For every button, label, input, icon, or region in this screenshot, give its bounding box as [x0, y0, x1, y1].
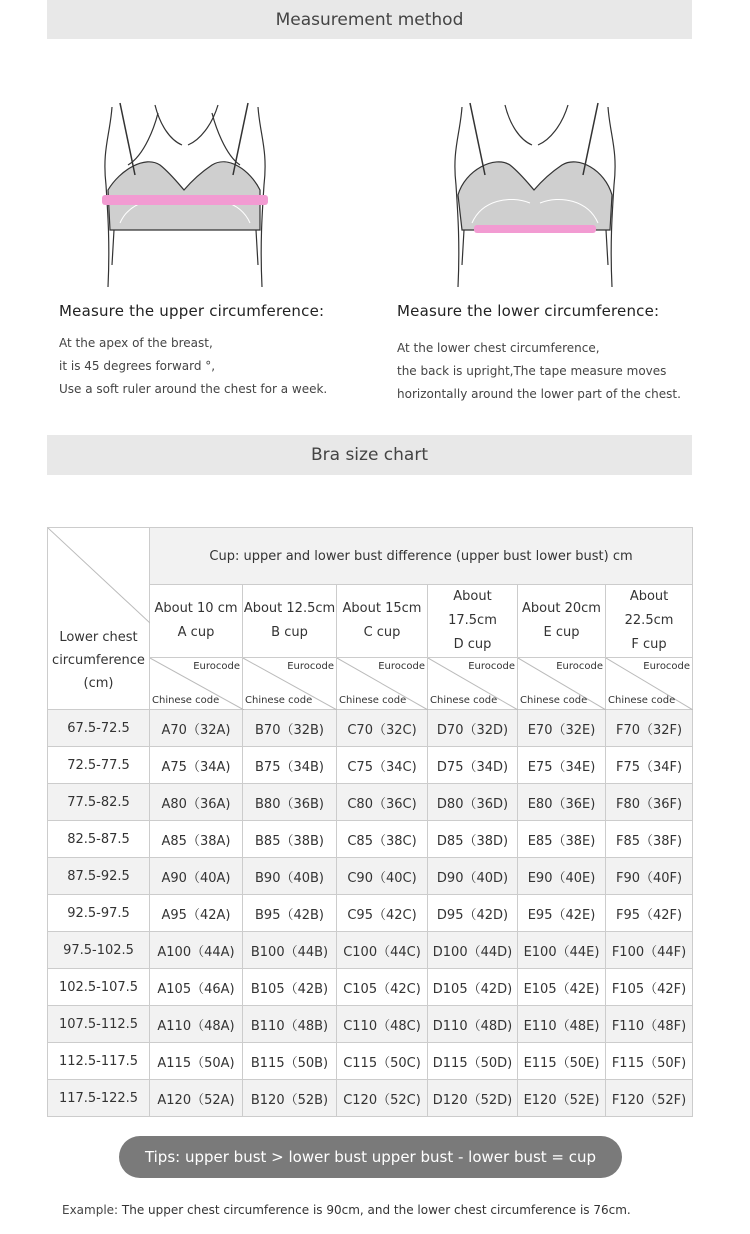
- lower-measure-desc: [397, 337, 681, 406]
- eurocode-label: Eurocode: [378, 661, 425, 672]
- example-note: [62, 1203, 631, 1217]
- cup-name-cell: [606, 585, 693, 658]
- size-cell: B75（34B): [243, 747, 337, 784]
- size-cell: B70（32B): [243, 710, 337, 747]
- upper-measure-line: it is 45 degrees forward °,: [59, 359, 216, 373]
- code-cell: [428, 658, 518, 710]
- size-cell: C90（40C): [337, 858, 428, 895]
- corner-line: (cm): [83, 676, 114, 691]
- size-cell: C115（50C): [337, 1043, 428, 1080]
- tape-measure-upper: [102, 195, 268, 205]
- size-cell: B80（36B): [243, 784, 337, 821]
- size-cell: A110（48A): [150, 1006, 243, 1043]
- bra-size-chart-banner: [47, 435, 692, 475]
- size-row: [48, 747, 693, 784]
- size-cell: D85（38D): [428, 821, 518, 858]
- cup-about: About 20cm: [522, 601, 601, 616]
- corner-line: Lower chest: [59, 630, 138, 645]
- lower-chest-cell: 92.5-97.5: [48, 895, 150, 932]
- size-cell: C80（36C): [337, 784, 428, 821]
- chinese-code-label: Chinese code: [430, 695, 498, 706]
- size-cell: C95（42C): [337, 895, 428, 932]
- size-cell: E85（38E): [518, 821, 606, 858]
- size-cell: E80（36E): [518, 784, 606, 821]
- size-cell: E90（40E): [518, 858, 606, 895]
- size-cell: E120（52E): [518, 1080, 606, 1117]
- cup-label: C cup: [363, 625, 401, 640]
- size-cell: F75（34F): [606, 747, 693, 784]
- size-cell: A115（50A): [150, 1043, 243, 1080]
- size-cell: A100（44A): [150, 932, 243, 969]
- size-cell: B115（50B): [243, 1043, 337, 1080]
- cup-name-cell: [150, 585, 243, 658]
- lower-chest-cell: 77.5-82.5: [48, 784, 150, 821]
- cup-about: About 15cm: [342, 601, 422, 616]
- size-row: [48, 821, 693, 858]
- size-cell: E115（50E): [518, 1043, 606, 1080]
- size-cell: E75（34E): [518, 747, 606, 784]
- size-cell: F115（50F): [606, 1043, 693, 1080]
- size-cell: F100（44F): [606, 932, 693, 969]
- upper-measure-line: Use a soft ruler around the chest for a week.: [59, 382, 328, 396]
- upper-measure-line: At the apex of the breast,: [59, 336, 213, 350]
- size-cell: E95（42E): [518, 895, 606, 932]
- size-row: [48, 1006, 693, 1043]
- size-cell: A85（38A): [150, 821, 243, 858]
- cup-about: About 10 cm: [154, 601, 238, 616]
- size-cell: F85（38F): [606, 821, 693, 858]
- size-cell: D120（52D): [428, 1080, 518, 1117]
- size-cell: C120（52C): [337, 1080, 428, 1117]
- eurocode-label: Eurocode: [643, 661, 691, 672]
- size-cell: C100（44C): [337, 932, 428, 969]
- corner-line: circumference: [52, 653, 145, 668]
- size-cell: A120（52A): [150, 1080, 243, 1117]
- example-text: The upper chest circumference is 90cm, and the lower chest circumference is 76cm.: [118, 1203, 631, 1217]
- chinese-code-label: Chinese code: [152, 695, 220, 706]
- lower-measure-line: horizontally around the lower part of the chest.: [397, 387, 681, 401]
- size-cell: F70（32F): [606, 710, 693, 747]
- size-cell: A70（32A): [150, 710, 243, 747]
- size-cell: F80（36F): [606, 784, 693, 821]
- tape-measure-lower: [474, 225, 596, 233]
- lower-chest-cell: 87.5-92.5: [48, 858, 150, 895]
- lower-chest-label: [48, 626, 149, 695]
- size-cell: C85（38C): [337, 821, 428, 858]
- size-cell: D75（34D): [428, 747, 518, 784]
- cup-name-cell: [243, 585, 337, 658]
- size-cell: B100（44B): [243, 932, 337, 969]
- size-cell: D105（42D): [428, 969, 518, 1006]
- size-row: [48, 710, 693, 747]
- chinese-code-label: Chinese code: [245, 695, 313, 706]
- upper-measure-desc: [59, 332, 327, 401]
- size-cell: B85（38B): [243, 821, 337, 858]
- size-row: [48, 1080, 693, 1117]
- size-cell: A80（36A): [150, 784, 243, 821]
- table-body: [48, 528, 693, 1117]
- size-cell: A105（46A): [150, 969, 243, 1006]
- bra-upper-illustration: [100, 95, 270, 290]
- cup-header-cell: Cup: upper and lower bust difference (upper bust lower bust) cm: [150, 528, 693, 585]
- upper-measure-title: Measure the upper circumference:: [59, 302, 325, 320]
- measurement-method-title: Measurement method: [275, 9, 464, 30]
- size-cell: D95（42D): [428, 895, 518, 932]
- size-cell: D100（44D): [428, 932, 518, 969]
- corner-header-cell: [48, 528, 150, 710]
- size-row: [48, 858, 693, 895]
- cup-about: About 17.5cm: [448, 589, 497, 628]
- size-cell: B110（48B): [243, 1006, 337, 1043]
- eurocode-label: Eurocode: [193, 661, 240, 672]
- measurement-method-banner: [47, 0, 692, 39]
- chinese-code-label: Chinese code: [339, 695, 407, 706]
- cup-name-cell: [337, 585, 428, 658]
- lower-chest-cell: 82.5-87.5: [48, 821, 150, 858]
- cup-label: A cup: [177, 625, 215, 640]
- lower-measure-title: Measure the lower circumference:: [397, 302, 660, 320]
- size-cell: D110（48D): [428, 1006, 518, 1043]
- size-cell: D80（36D): [428, 784, 518, 821]
- cup-header-row: [48, 528, 693, 585]
- size-cell: B90（40B): [243, 858, 337, 895]
- bra-lower-illustration: [450, 95, 620, 290]
- size-cell: A90（40A): [150, 858, 243, 895]
- size-cell: E110（48E): [518, 1006, 606, 1043]
- size-cell: D90（40D): [428, 858, 518, 895]
- cup-label: F cup: [631, 637, 667, 652]
- code-cell: [518, 658, 606, 710]
- lower-chest-cell: 72.5-77.5: [48, 747, 150, 784]
- cup-label: E cup: [543, 625, 580, 640]
- size-cell: C75（34C): [337, 747, 428, 784]
- size-cell: F110（48F): [606, 1006, 693, 1043]
- code-cell: [150, 658, 243, 710]
- size-cell: C70（32C): [337, 710, 428, 747]
- lower-chest-cell: 102.5-107.5: [48, 969, 150, 1006]
- size-cell: C105（42C): [337, 969, 428, 1006]
- size-cell: E70（32E): [518, 710, 606, 747]
- example-label: Example:: [62, 1203, 119, 1217]
- lower-chest-cell: 67.5-72.5: [48, 710, 150, 747]
- size-row: [48, 932, 693, 969]
- size-cell: F105（42F): [606, 969, 693, 1006]
- size-row: [48, 969, 693, 1006]
- bra-size-table: [47, 527, 693, 1117]
- cup-about: About 12.5cm: [243, 601, 336, 616]
- cup-label: D cup: [453, 637, 492, 652]
- bra-size-chart-title: Bra size chart: [310, 445, 429, 465]
- cup-name-cell: [428, 585, 518, 658]
- size-cell: A75（34A): [150, 747, 243, 784]
- eurocode-label: Eurocode: [556, 661, 603, 672]
- lower-measure-line: At the lower chest circumference,: [397, 341, 600, 355]
- size-row: [48, 784, 693, 821]
- chinese-code-label: Chinese code: [520, 695, 588, 706]
- size-cell: B120（52B): [243, 1080, 337, 1117]
- size-row: [48, 1043, 693, 1080]
- size-cell: E105（42E): [518, 969, 606, 1006]
- size-cell: B105（42B): [243, 969, 337, 1006]
- code-cell: [606, 658, 693, 710]
- tips-banner: [119, 1136, 622, 1178]
- size-cell: A95（42A): [150, 895, 243, 932]
- chinese-code-label: Chinese code: [608, 695, 676, 706]
- lower-chest-cell: 107.5-112.5: [48, 1006, 150, 1043]
- cup-label: B cup: [271, 625, 308, 640]
- lower-chest-cell: 117.5-122.5: [48, 1080, 150, 1117]
- size-cell: D115（50D): [428, 1043, 518, 1080]
- size-cell: F90（40F): [606, 858, 693, 895]
- code-cell: [243, 658, 337, 710]
- upper-circumference-illustration: [100, 95, 270, 290]
- size-row: [48, 895, 693, 932]
- code-cell: [337, 658, 428, 710]
- size-cell: F120（52F): [606, 1080, 693, 1117]
- cup-name-cell: [518, 585, 606, 658]
- size-cell: B95（42B): [243, 895, 337, 932]
- size-cell: F95（42F): [606, 895, 693, 932]
- eurocode-label: Eurocode: [468, 661, 515, 672]
- lower-circumference-illustration: [450, 95, 620, 290]
- lower-measure-line: the back is upright,The tape measure moves: [397, 364, 667, 378]
- eurocode-label: Eurocode: [287, 661, 334, 672]
- size-cell: C110（48C): [337, 1006, 428, 1043]
- size-cell: E100（44E): [518, 932, 606, 969]
- size-cell: D70（32D): [428, 710, 518, 747]
- lower-chest-cell: 97.5-102.5: [48, 932, 150, 969]
- cup-about: About 22.5cm: [624, 589, 674, 628]
- tips-text: Tips: upper bust > lower bust upper bust - lower bust = cup: [144, 1148, 597, 1166]
- lower-chest-cell: 112.5-117.5: [48, 1043, 150, 1080]
